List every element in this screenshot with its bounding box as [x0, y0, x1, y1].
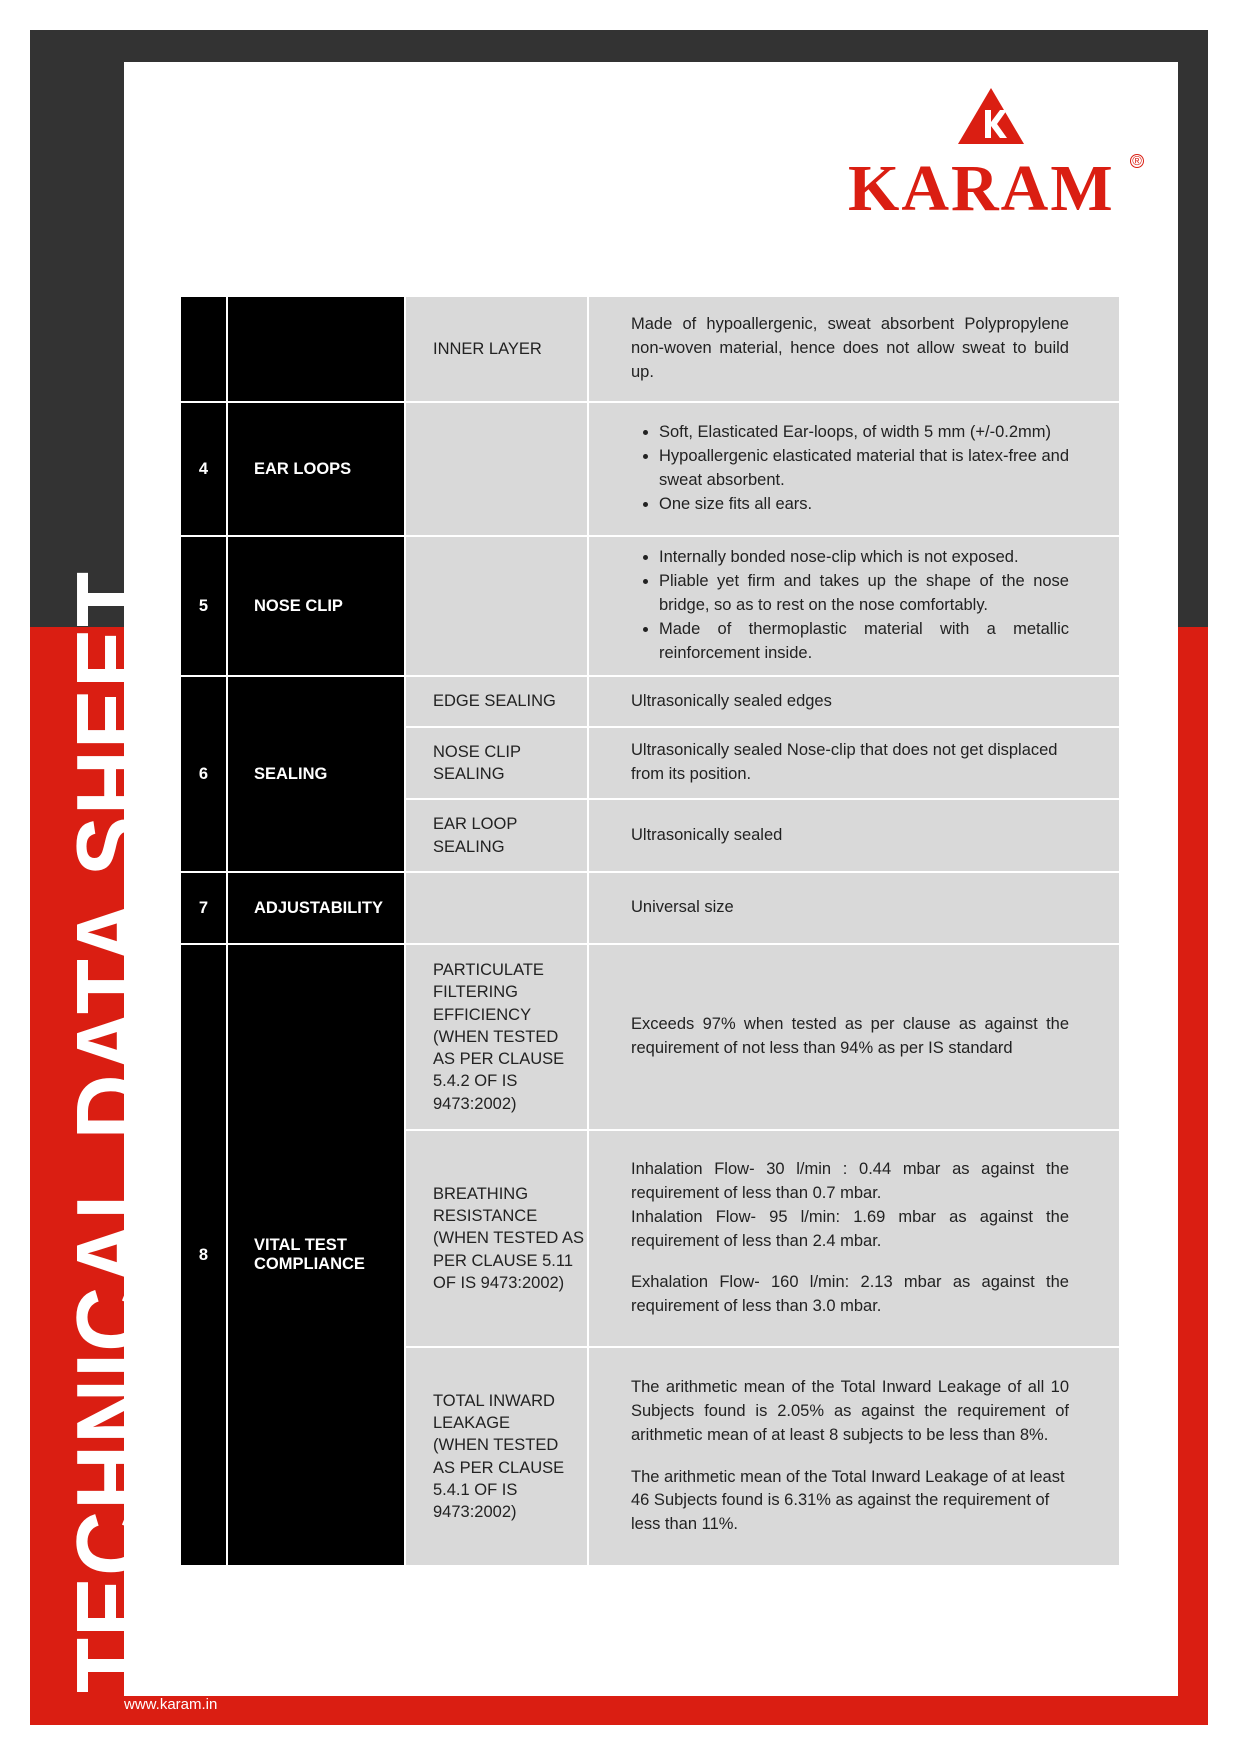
row-feature: VITAL TEST COMPLIANCE	[227, 944, 405, 1566]
row-description	[588, 1130, 1119, 1347]
row-number: 4	[181, 402, 227, 536]
row-number: 5	[181, 536, 227, 676]
side-title: TECHNICAL DATA SHEET	[56, 570, 166, 1693]
list-item: • Pliable yet firm and takes up the shape of the nose bridge, so as to rest on the nose comfortably.	[659, 570, 1069, 618]
row-feature: NOSE CLIP	[227, 536, 405, 676]
row-feature	[227, 297, 405, 402]
row-description	[588, 402, 1119, 536]
brand-name: KARAM	[848, 152, 1115, 225]
table-row	[181, 944, 1119, 1130]
row-subfeature: EAR LOOP SEALING	[405, 799, 588, 872]
row-number: 7	[181, 872, 227, 944]
row-subfeature	[405, 536, 588, 676]
row-description: Universal size	[588, 872, 1119, 944]
row-description: Made of hypoallergenic, sweat absorbent Polypropylene non-woven material, hence does not allow sweat to build up.	[588, 297, 1119, 402]
row-subfeature: NOSE CLIP SEALING	[405, 727, 588, 799]
row-subfeature: BREATHING RESISTANCE (WHEN TESTED AS PER CLAUSE 5.11 OF IS 9473:2002)	[405, 1130, 588, 1347]
table-row	[181, 676, 1119, 727]
karam-logo	[848, 88, 1148, 225]
list-item: • One size fits all ears.	[659, 493, 1069, 517]
row-subfeature: PARTICULATE FILTERING EFFICIENCY (WHEN TESTED AS PER CLAUSE 5.4.2 OF IS 9473:2002)	[405, 944, 588, 1130]
row-description: Ultrasonically sealed edges	[588, 676, 1119, 727]
row-subfeature: TOTAL INWARD LEAKAGE (WHEN TESTED AS PER CLAUSE 5.4.1 OF IS 9473:2002)	[405, 1347, 588, 1566]
row-description: Exceeds 97% when tested as per clause as against the requirement of not less than 94% as per IS standard	[588, 944, 1119, 1130]
row-description	[588, 1347, 1119, 1566]
row-subfeature	[405, 402, 588, 536]
row-subfeature: EDGE SEALING	[405, 676, 588, 727]
row-description: Ultrasonically sealed	[588, 799, 1119, 872]
row-feature: ADJUSTABILITY	[227, 872, 405, 944]
list-item: • Internally bonded nose-clip which is not exposed.	[659, 546, 1069, 570]
table-row	[181, 297, 1119, 402]
list-item: • Hypoallergenic elasticated material that is latex-free and sweat absorbent.	[659, 445, 1069, 493]
karam-triangle-icon	[958, 88, 1024, 144]
table-row	[181, 536, 1119, 676]
paragraph-gap	[631, 1448, 1069, 1466]
row-feature: SEALING	[227, 676, 405, 872]
spec-table	[181, 297, 1119, 1567]
breathing-inhalation-30: Inhalation Flow- 30 l/min : 0.44 mbar as against the requirement of less than 0.7 mbar.	[631, 1159, 1069, 1202]
list-item: • Soft, Elasticated Ear-loops, of width 5 mm (+/-0.2mm)	[659, 421, 1069, 445]
row-number: 8	[181, 944, 227, 1566]
row-subfeature: INNER LAYER	[405, 297, 588, 402]
row-description: Ultrasonically sealed Nose-clip that does not get displaced from its position.	[588, 727, 1119, 799]
leakage-mean-46-subjects: The arithmetic mean of the Total Inward Leakage of at least 46 Subjects found is 6.31% as against the requirement of less than 11%.	[631, 1467, 1065, 1534]
leakage-mean-10-subjects: The arithmetic mean of the Total Inward Leakage of all 10 Subjects found is 2.05% as against the requirement of arithmetic mean of at least 8 subjects to be less than 8%.	[631, 1377, 1069, 1444]
row-number: 6	[181, 676, 227, 872]
paragraph-gap	[631, 1253, 1069, 1271]
registered-mark: ®	[1130, 154, 1144, 168]
row-number	[181, 297, 227, 402]
breathing-exhalation-160: Exhalation Flow- 160 l/min: 2.13 mbar as against the requirement of less than 3.0 mbar.	[631, 1273, 1069, 1316]
table-row	[181, 872, 1119, 944]
website-link[interactable]: www.karam.in	[124, 1696, 218, 1713]
list-item: • Made of thermoplastic material with a metallic reinforcement inside.	[659, 618, 1069, 666]
row-subfeature	[405, 872, 588, 944]
row-description	[588, 536, 1119, 676]
row-feature: EAR LOOPS	[227, 402, 405, 536]
breathing-inhalation-95: Inhalation Flow- 95 l/min: 1.69 mbar as against the requirement of less than 2.4 mbar.	[631, 1207, 1069, 1250]
table-row	[181, 402, 1119, 536]
